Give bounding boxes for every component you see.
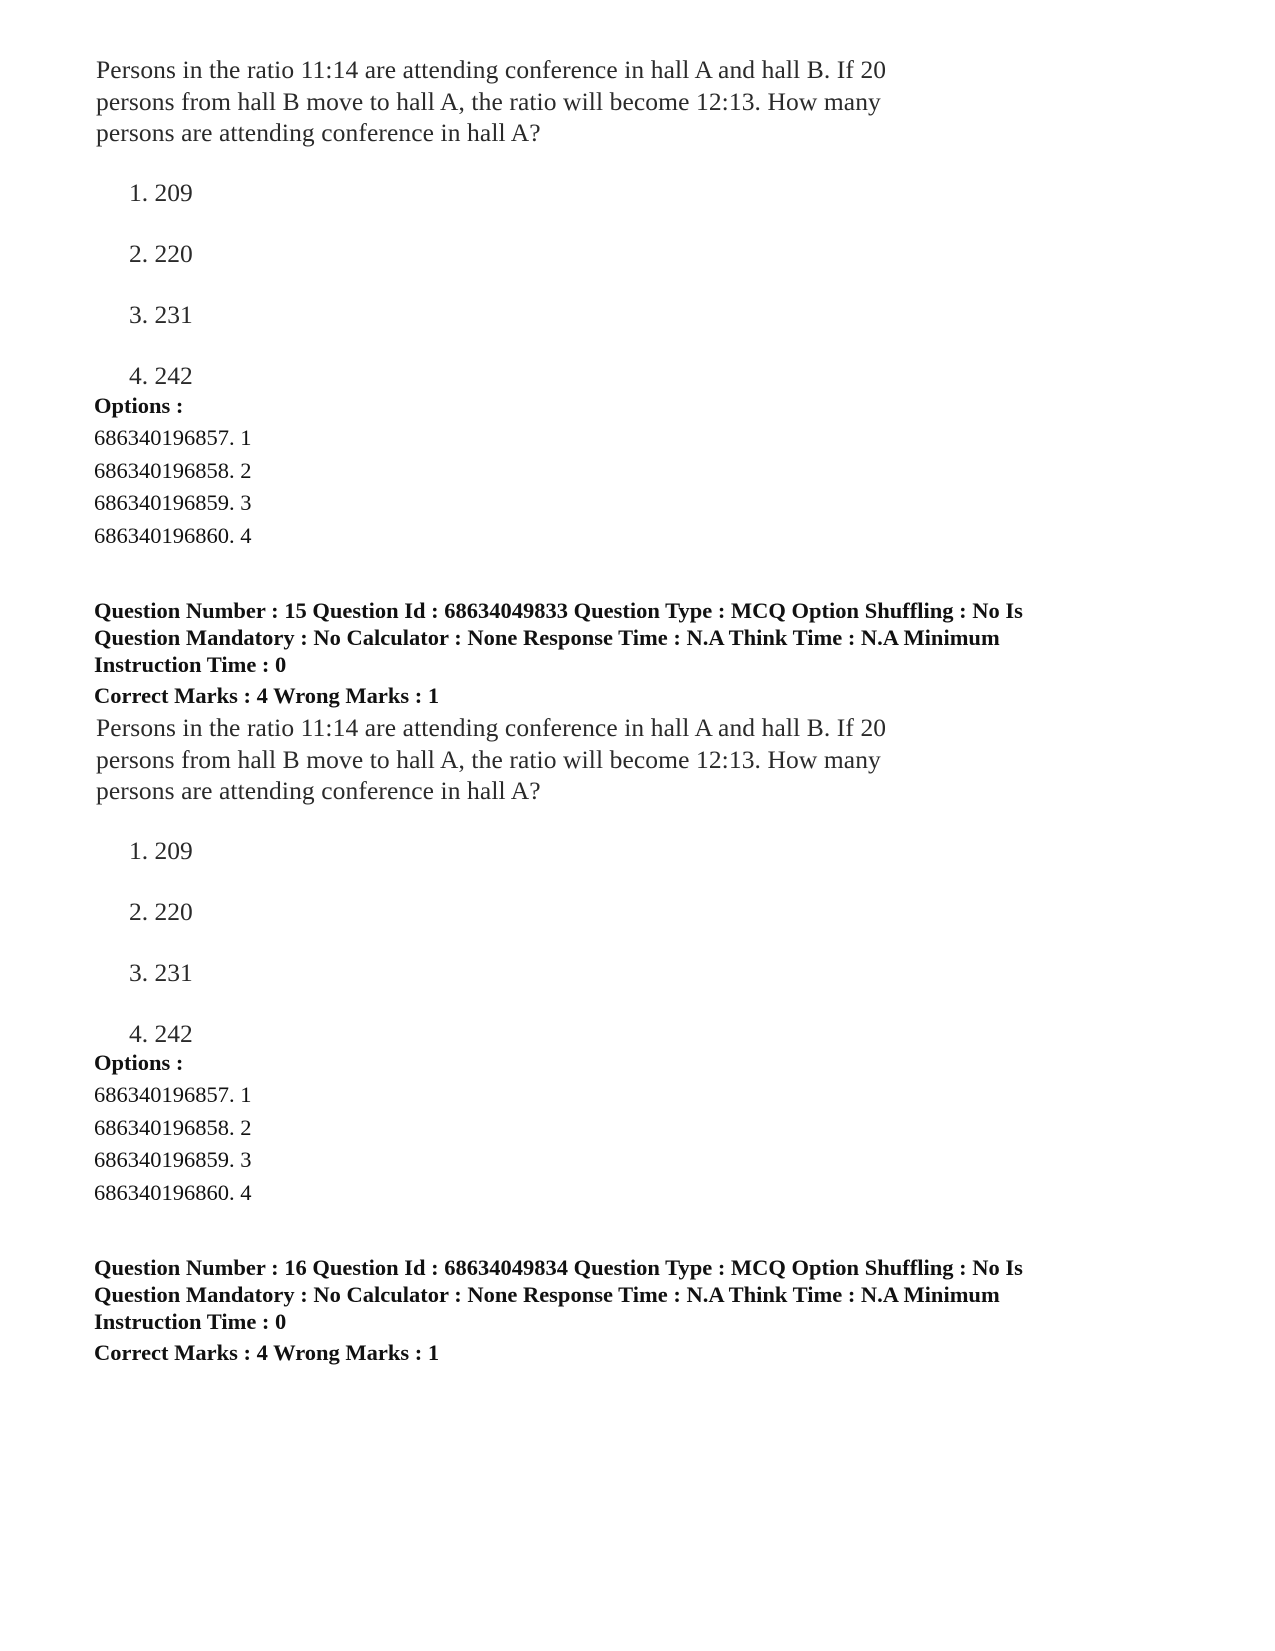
option-id: 686340196860. 4 — [94, 523, 252, 548]
option-id: 686340196858. 2 — [94, 458, 252, 483]
q15-marks: Correct Marks : 4 Wrong Marks : 1 — [94, 683, 440, 708]
choice-item: 4. 242 — [129, 361, 193, 390]
option-id: 686340196858. 2 — [94, 1115, 252, 1140]
metadata-line: Question Mandatory : No Calculator : None Response Time : N.A Think Time : N.A Minimum — [94, 625, 1000, 650]
choice-item: 3. 231 — [129, 300, 193, 329]
question-line: persons are attending conference in hall A? — [96, 118, 541, 147]
choice-item: 2. 220 — [129, 239, 193, 268]
option-id: 686340196857. 1 — [94, 1082, 252, 1107]
question-line: persons are attending conference in hall A? — [96, 776, 541, 805]
option-id: 686340196860. 4 — [94, 1180, 252, 1205]
metadata-line: Instruction Time : 0 — [94, 652, 287, 677]
option-id: 686340196859. 3 — [94, 1147, 252, 1172]
choice-item: 1. 209 — [129, 836, 193, 865]
metadata-line: Question Number : 15 Question Id : 68634049833 Question Type : MCQ Option Shuffling : No Is — [94, 598, 1023, 623]
choice-item: 2. 220 — [129, 897, 193, 926]
question-line: persons from hall B move to hall A, the ratio will become 12:13. How many — [96, 87, 881, 116]
q15-question-metadata — [94, 597, 1194, 678]
choice-item: 4. 242 — [129, 1019, 193, 1048]
metadata-line: Instruction Time : 0 — [94, 1309, 287, 1334]
choice-item: 3. 231 — [129, 958, 193, 987]
option-id: 686340196859. 3 — [94, 490, 252, 515]
question-line: Persons in the ratio 11:14 are attending conference in hall A and hall B. If 20 — [96, 55, 887, 84]
question-line: persons from hall B move to hall A, the ratio will become 12:13. How many — [96, 745, 881, 774]
option-id: 686340196857. 1 — [94, 425, 252, 450]
metadata-line: Question Number : 16 Question Id : 68634049834 Question Type : MCQ Option Shuffling : No Is — [94, 1255, 1023, 1280]
options-label: Options : — [94, 1050, 184, 1075]
choice-item: 1. 209 — [129, 178, 193, 207]
metadata-line: Question Mandatory : No Calculator : None Response Time : N.A Think Time : N.A Minimum — [94, 1282, 1000, 1307]
q16-question-metadata — [94, 1254, 1194, 1335]
question-line: Persons in the ratio 11:14 are attending conference in hall A and hall B. If 20 — [96, 713, 887, 742]
q16-marks: Correct Marks : 4 Wrong Marks : 1 — [94, 1340, 440, 1365]
options-label: Options : — [94, 393, 184, 418]
